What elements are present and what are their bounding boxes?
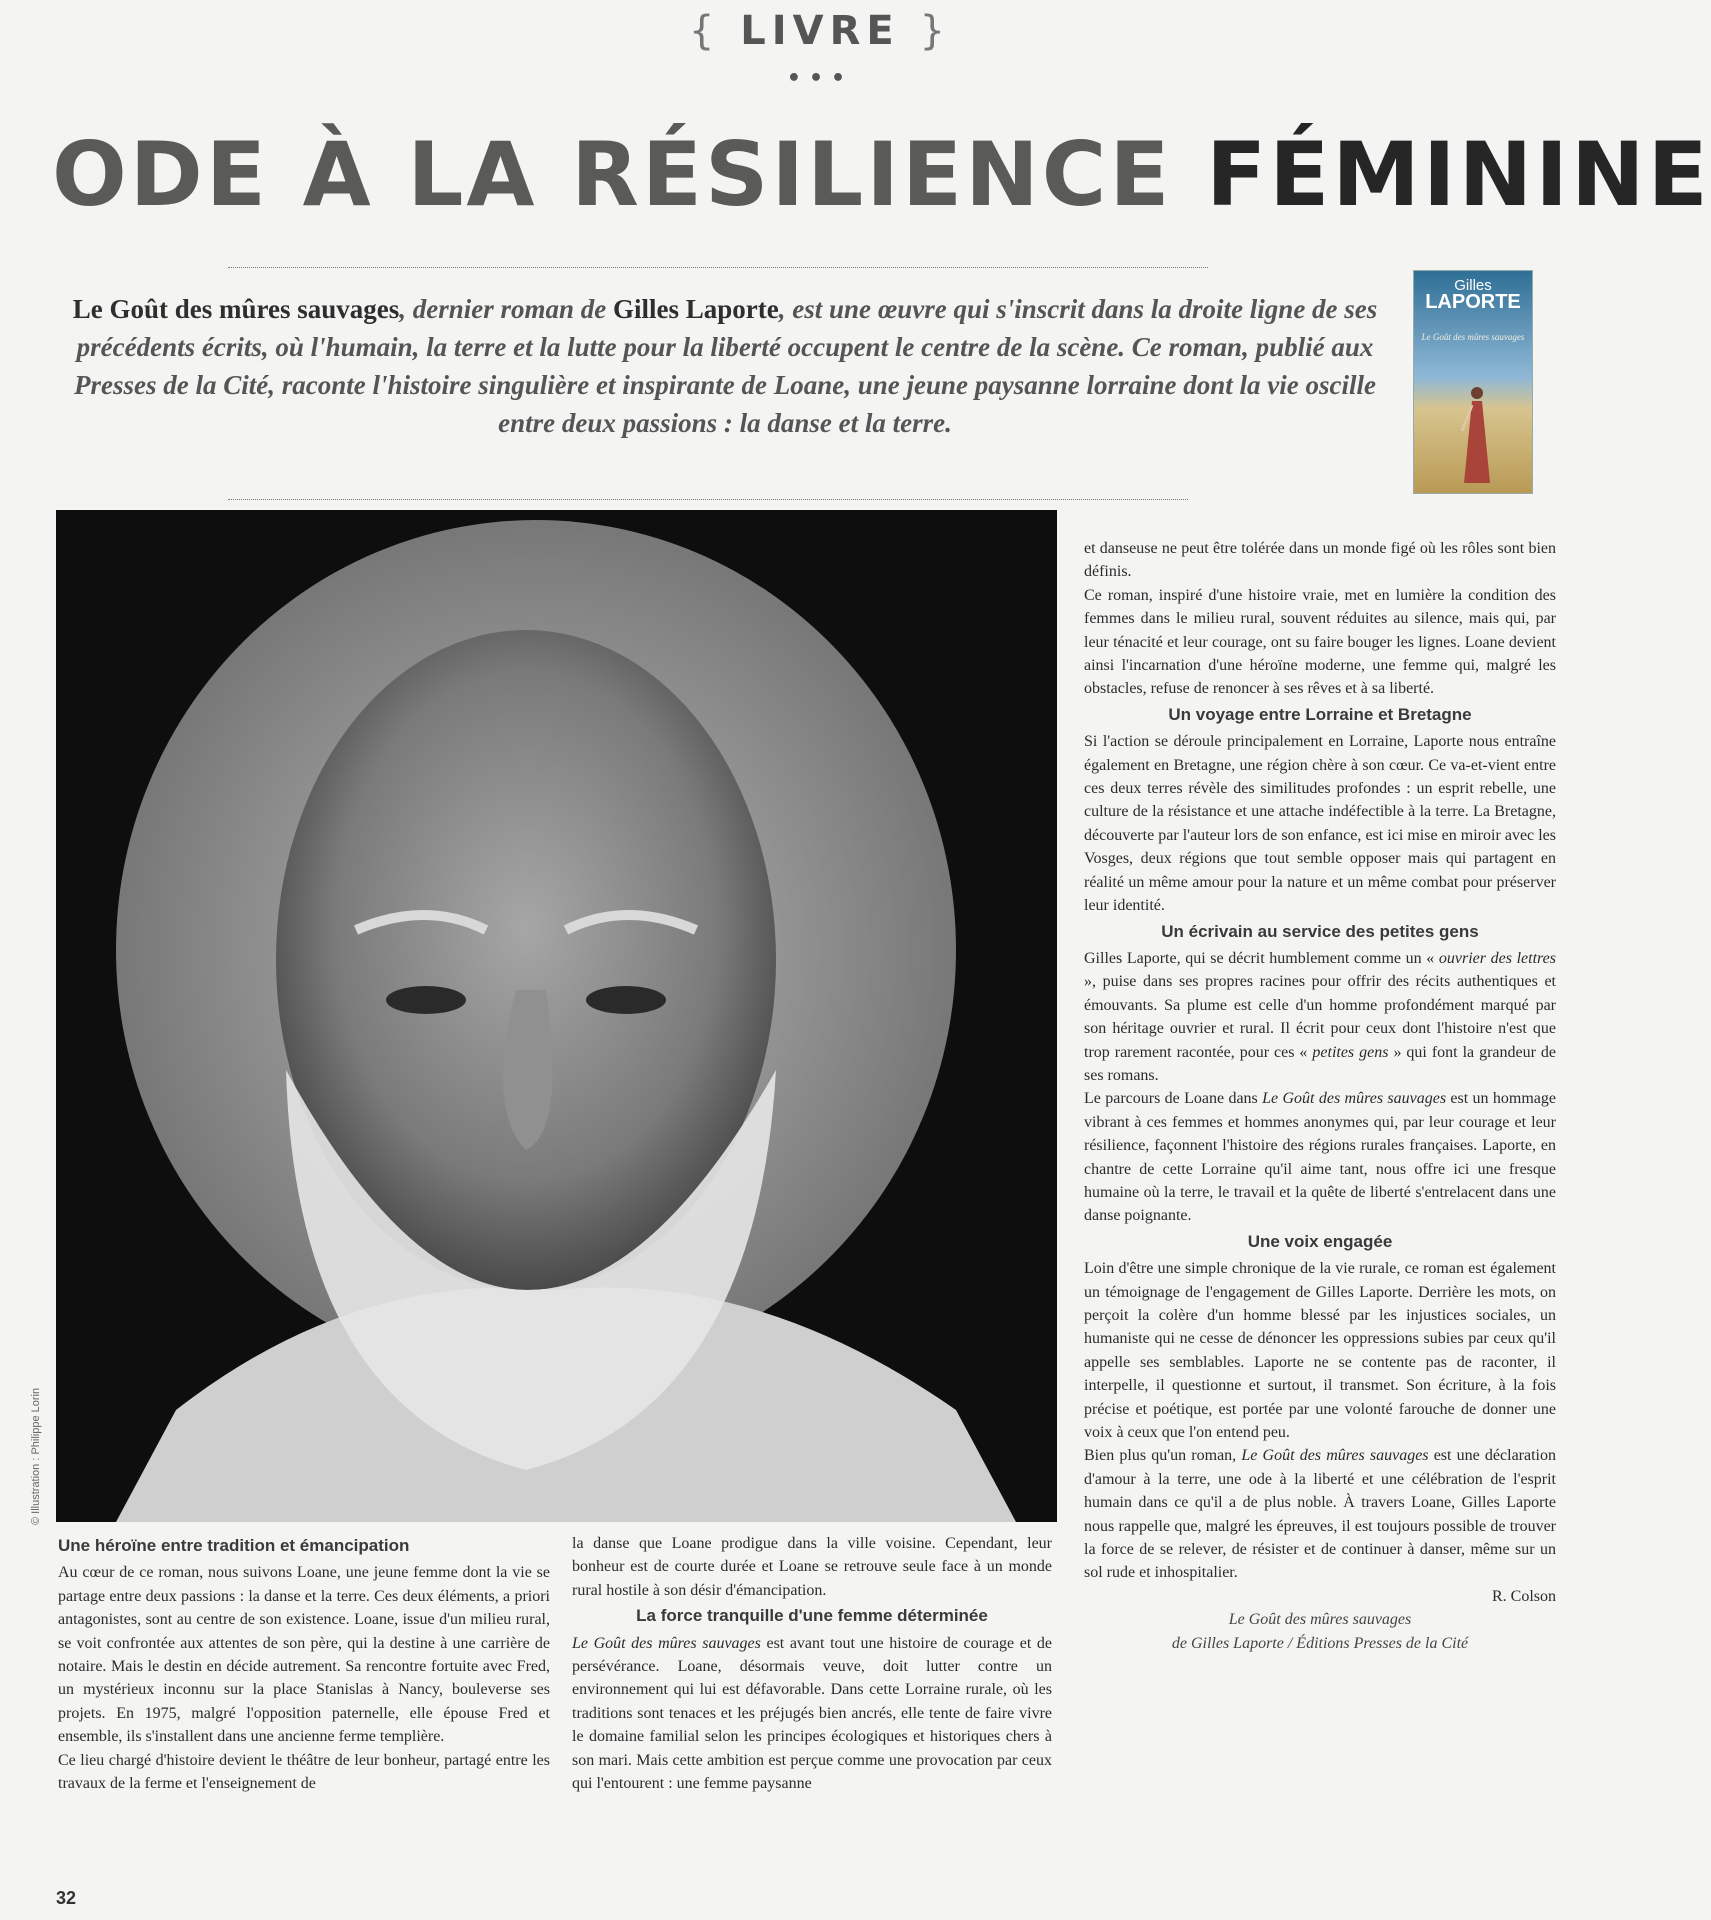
- brace-close: }: [919, 8, 952, 54]
- book-title-ref: Le Goût des mûres sauvages: [1262, 1090, 1447, 1108]
- book-cover: [1413, 270, 1533, 494]
- paragraph: et danseuse ne peut être tolérée dans un monde figé où les rôles sont bien définis.: [1084, 540, 1556, 581]
- subheading-voix-engagee: Une voix engagée: [1247, 1231, 1393, 1251]
- lead-paragraph: [70, 290, 1380, 442]
- subheading-ecrivain: Un écrivain au service des petites gens: [1161, 921, 1479, 941]
- book-author-last: LAPORTE: [1425, 291, 1521, 313]
- paragraph-text: Bien plus qu'un roman,: [1084, 1447, 1242, 1465]
- section-label: LIVRE: [740, 8, 900, 54]
- paragraph: Ce lieu chargé d'histoire devient le théâtre de leur bonheur, partagé entre les travaux de la ferme et l'enseignement de: [58, 1751, 550, 1793]
- article-headline: [52, 120, 1711, 230]
- paragraph-text: », puise dans ses propres racines pour offrir des récits authentiques et émouvants. Sa plume est celle d'un homme profondément marqué par son héritage ouvrier et rural. Il écrit pour ceux dont l'histoire n'est que trop rarement racontée, pour ces «: [1084, 973, 1556, 1061]
- paragraph: [1084, 1444, 1556, 1584]
- subheading-heroine: Une héroïne entre tradition et émancipation: [58, 1536, 410, 1555]
- headline-part1: ODE À LA RÉSILIENCE: [52, 123, 1173, 226]
- photo-credit: © Illustration : Philippe Lorin: [30, 1387, 42, 1525]
- dotted-rule-bottom: [228, 499, 1188, 500]
- section-kicker: [0, 8, 1640, 54]
- subheading-force-tranquille: La force tranquille d'une femme déterminée: [636, 1606, 988, 1626]
- book-title-ref: Le Goût des mûres sauvages: [1241, 1447, 1429, 1465]
- paragraph: [1084, 1087, 1556, 1227]
- book-reference-title: Le Goût des mûres sauvages: [1228, 1611, 1412, 1629]
- italic-quote: ouvrier des lettres: [1438, 949, 1556, 967]
- paragraph: Ce roman, inspiré d'une histoire vraie, met en lumière la condition des femmes dans le milieu rural, souvent réduites au silence, mais qui, par leur ténacité et leur courage, ont su faire bouger les lignes. Loane devient ainsi l'incarnation d'une héroïne moderne, une femme qui, malgré les obstacles, refuse de renoncer à ses rêves et à sa liberté.: [1084, 586, 1556, 698]
- brace-open: {: [688, 8, 721, 54]
- book-reference-publisher: de Gilles Laporte / Éditions Presses de la Cité: [1171, 1634, 1469, 1652]
- woman-figure-illustration: [1460, 383, 1494, 487]
- book-cover-title: Le Goût des mûres sauvages: [1421, 332, 1525, 342]
- author-portrait-photo: [56, 510, 1057, 1522]
- paragraph-text: est un hommage vibrant à ces femmes et hommes anonymes qui, par leur courage et leur résilience, façonnent l'histoire des régions rurales françaises. Laporte, en chantre de cette Lorraine qu'il aime tant, nous offre ici une fresque humaine où la terre, le travail et la quête de liberté s'entrelacent dans une danse poignante.: [1084, 1090, 1556, 1225]
- author-portrait-illustration: [56, 510, 1057, 1522]
- column-1: [58, 1532, 550, 1795]
- paragraph-text: Gilles Laporte, qui se décrit humblement comme un «: [1084, 949, 1439, 967]
- lead-text-2: , est une œuvre qui s'inscrit dans la droite ligne de ses précédents écrits, où l'humain, la terre et la lutte pour la liberté occupent le centre de la scène. Ce roman, publié aux Presses de la Cité, raconte l'histoire singulière et inspirante de Loane, une jeune paysanne lorraine dont la vie oscille entre deux passions : la danse et la terre.: [73, 294, 1378, 438]
- lead-author: Gilles Laporte: [613, 294, 779, 324]
- column-2: [572, 1532, 1052, 1795]
- subheading-voyage: Un voyage entre Lorraine et Bretagne: [1168, 704, 1472, 724]
- page-number: 32: [56, 1888, 77, 1908]
- book-title-ref: Le Goût des mûres sauvages: [572, 1634, 761, 1652]
- author-signature: R. Colson: [1491, 1587, 1556, 1605]
- lead-text-1: , dernier roman de: [399, 294, 613, 324]
- paragraph-text: est une déclaration d'amour à la terre, une ode à la liberté et une célébration de l'esprit humain dans ce qu'il a de plus noble. À travers Loane, Gilles Laporte nous rappelle que, malgré les épreuves, il est toujours possible de trouver la force de se relever, de résister et de continuer à danser, même sur un sol rude et inhospitalier.: [1084, 1447, 1556, 1582]
- paragraph: Si l'action se déroule principalement en Lorraine, Laporte nous entraîne également en Bretagne, une région chère à son cœur. Ce va-et-vient entre ces deux terres révèle des similitudes profondes : un esprit rebelle, une culture de la résistance et une attache indéfectible à la terre. La Bretagne, découverte par l'auteur lors de son enfance, est ici mise en miroir avec les Vosges, deux régions que tout semble opposer mais qui partagent en réalité un même amour pour la nature et un même combat pour préserver leur identité.: [1084, 733, 1556, 915]
- book-reference: [1084, 1608, 1556, 1655]
- dotted-rule-top: [228, 267, 1208, 268]
- paragraph: [1084, 947, 1556, 1087]
- column-3: [1084, 537, 1556, 1655]
- book-author-first: Gilles: [1454, 277, 1492, 294]
- book-cover-author: [1414, 277, 1532, 311]
- paragraph-text: est avant tout une histoire de courage et de persévérance. Loane, désormais veuve, doit lutter contre un environnement qui lui est défavorable. Dans cette Lorraine rurale, où les traditions sont tenaces et les préjugés bien ancrés, elle tente de faire vivre le domaine familial selon les principes écologiques et historiques chers à son mari. Mais cette ambition est perçue comme une provocation par ceux qui l'entourent : une femme paysanne: [572, 1634, 1052, 1793]
- paragraph: Loin d'être une simple chronique de la vie rurale, ce roman est également un témoignage de l'engagement de Gilles Laporte. Derrière les mots, on perçoit la colère d'un homme blessé par les injustices sociales, un humaniste qui ne cesse de dénoncer les oppressions subies par ceux qu'il appelle ses semblables. Laporte ne se contente pas de raconter, il interpelle, il questionne et surtout, il transmet. Son écriture, à la fois précise et poétique, est portée par une volonté farouche de donner une voix à ceux que l'on entend peu.: [1084, 1260, 1556, 1442]
- section-dots: •••: [786, 66, 854, 91]
- lead-book-title: Le Goût des mûres sauvages: [72, 294, 400, 324]
- paragraph-text: » qui font la grandeur de ses romans.: [1084, 1043, 1557, 1084]
- paragraph: [572, 1632, 1052, 1796]
- paragraph: la danse que Loane prodigue dans la ville voisine. Cependant, leur bonheur est de courte durée et Loane se retrouve seule face à un monde rural hostile à son désir d'émancipation.: [572, 1535, 1052, 1599]
- paragraph-text: Le parcours de Loane dans: [1084, 1090, 1263, 1108]
- italic-quote: petites gens: [1312, 1043, 1389, 1061]
- paragraph: Au cœur de ce roman, nous suivons Loane, une jeune femme dont la vie se partage entre deux passions : la danse et la terre. Ces deux éléments, a priori antagonistes, sont au centre de son existence. Loane, issue d'un milieu rural, se voit confrontée aux attentes de son père, qui la destine à une carrière de notaire. Mais le destin en décide autrement. Sa rencontre fortuite avec Fred, un mystérieux inconnu sur la place Stanislas à Nancy, bouleverse ses projets. En 1975, malgré l'opposition paternelle, elle épouse Fred et ensemble, ils s'installent dans une ancienne ferme templière.: [58, 1564, 550, 1746]
- headline-part2: FÉMININE: [1206, 123, 1711, 226]
